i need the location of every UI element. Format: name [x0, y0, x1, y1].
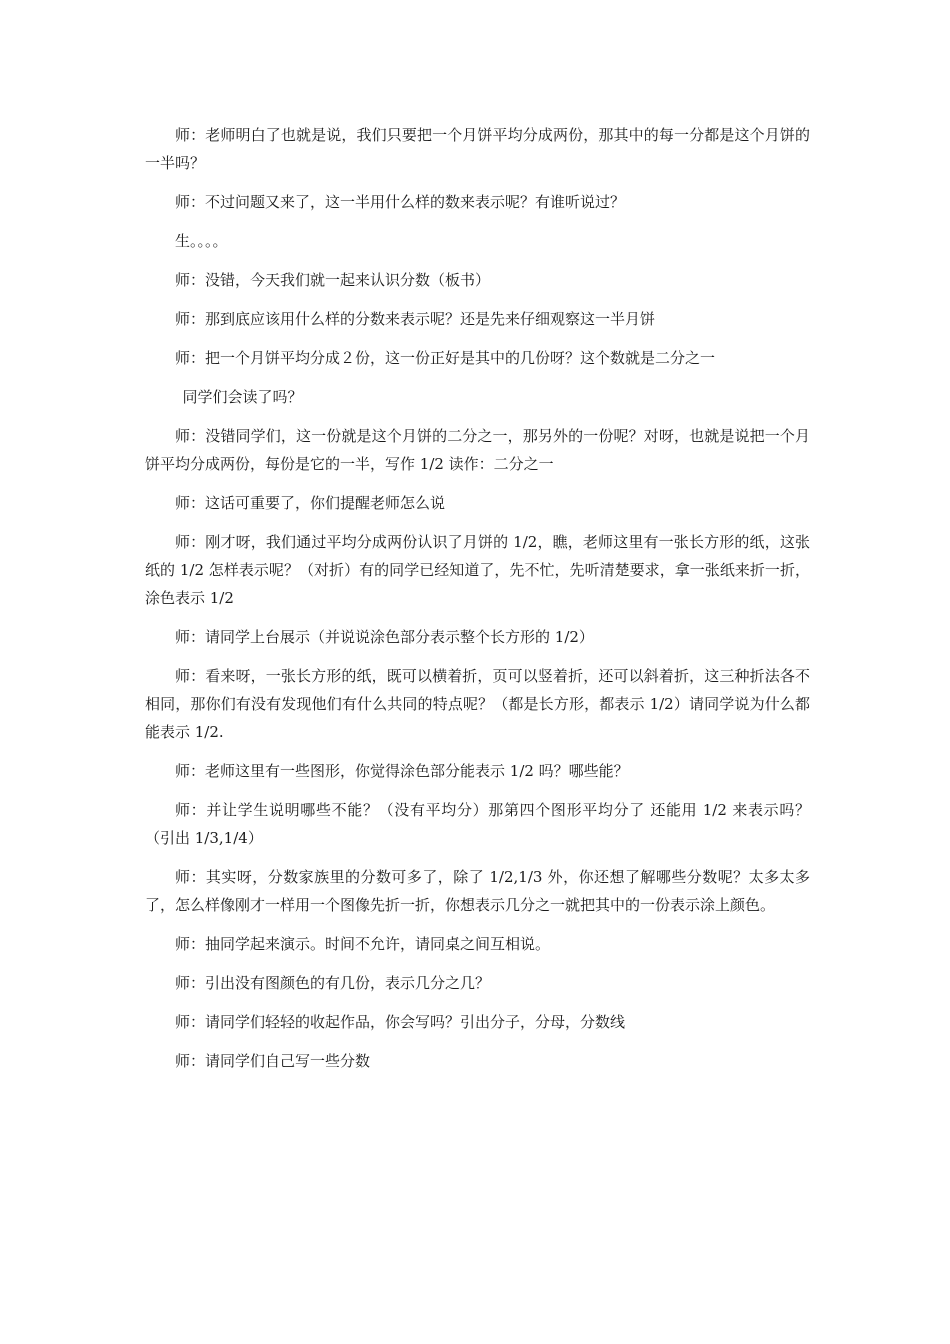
paragraph-8: 师：没错同学们，这一份就是这个月饼的二分之一，那另外的一份呢？对呀，也就是说把一个月饼平均分成两份，每份是它的一半，写作 1/2 读作：二分之一 [145, 427, 810, 473]
paragraph-15: 师：其实呀，分数家族里的分数可多了，除了 1/2,1/3 外，你还想了解哪些分数呢？太多太多了，怎么样像刚才一样用一个图像先折一折，你想表示几分之一就把其中的一份表示涂上颜色。 [145, 868, 810, 914]
paragraph-19: 师：请同学们自己写一些分数 [175, 1052, 371, 1070]
paragraph-11: 师：请同学上台展示（并说说涂色部分表示整个长方形的 1/2） [175, 628, 594, 646]
paragraph-12: 师：看来呀，一张长方形的纸，既可以横着折，页可以竖着折，还可以斜着折，这三种折法各不相同，那你们有没有发现他们有什么共同的特点呢？（都是长方形，都表示 1/2）请同学说为什么都能表示 1/2. [145, 667, 810, 741]
paragraph-18: 师：请同学们轻轻的收起作品，你会写吗？引出分子，分母，分数线 [175, 1013, 626, 1031]
paragraph-13: 师：老师这里有一些图形，你觉得涂色部分能表示 1/2 吗？哪些能？ [175, 762, 629, 780]
paragraph-14: 师：并让学生说明哪些不能？（没有平均分）那第四个图形平均分了 还能用 1/2 来表示吗？（引出 1/3,1/4） [145, 801, 810, 847]
paragraph-7: 同学们会读了吗？ [182, 388, 303, 406]
paragraph-9: 师：这话可重要了，你们提醒老师怎么说 [175, 494, 446, 512]
paragraph-16: 师：抽同学起来演示。时间不允许，请同桌之间互相说。 [175, 935, 551, 953]
paragraph-6: 师：把一个月饼平均分成２份，这一份正好是其中的几份呀？这个数就是二分之一 [175, 349, 716, 367]
paragraph-4: 师：没错，今天我们就一起来认识分数（板书） [175, 271, 491, 289]
paragraph-10: 师：刚才呀，我们通过平均分成两份认识了月饼的 1/2，瞧，老师这里有一张长方形的纸，这张纸的 1/2 怎样表示呢？（对折）有的同学已经知道了，先不忙，先听清楚要求，拿一张纸来折一折，涂色表示 1/2 [145, 533, 810, 607]
document-body [145, 121, 810, 1086]
paragraph-2: 师：不过问题又来了，这一半用什么样的数来表示呢？有谁听说过？ [175, 193, 626, 211]
paragraph-1: 师：老师明白了也就是说，我们只要把一个月饼平均分成两份，那其中的每一分都是这个月饼的一半吗？ [145, 126, 810, 172]
paragraph-3: 生。。。。 [175, 232, 228, 250]
paragraph-5: 师：那到底应该用什么样的分数来表示呢？还是先来仔细观察这一半月饼 [175, 310, 656, 328]
paragraph-17: 师：引出没有图颜色的有几份，表示几分之几？ [175, 974, 491, 992]
